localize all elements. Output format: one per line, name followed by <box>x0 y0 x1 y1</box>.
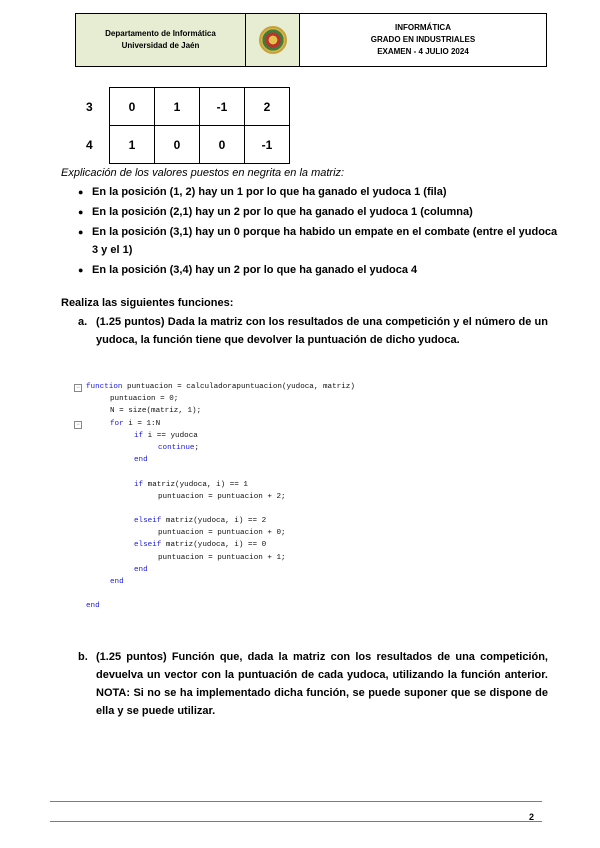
code-text: matriz(yudoca, i) == 0 <box>161 541 267 550</box>
code-text: ; <box>194 443 200 452</box>
page-header <box>75 13 547 67</box>
footer-divider <box>50 821 542 822</box>
code-text: puntuacion = 0; <box>110 395 179 404</box>
code-keyword: end <box>134 456 148 465</box>
code-keyword: if <box>134 431 144 440</box>
code-keyword: continue <box>158 443 195 452</box>
code-text: puntuacion = puntuacion + 0; <box>158 529 286 538</box>
subject-name: INFORMÁTICA <box>394 23 451 32</box>
question-text: (1.25 puntos) Dada la matriz con los resultados de una competición y el número de un yudoca, la función tiene que devolver la puntuación de dicho yudoca. <box>96 316 548 346</box>
code-text: puntuacion = calculadorapuntuacion(yudoca, matriz) <box>122 383 355 391</box>
matrix-cell: 1 <box>155 88 200 126</box>
matrix-cell: -1 <box>200 88 245 126</box>
question-text: (1.25 puntos) Función que, dada la matriz con los resultados de una competición, devuelva un vector con la puntuación de cada yudoca, utilizando la función anterior. NOTA: Si no se ha implementado dicha función, se puede suponer que se dispone de ella y se puede utilizar. <box>96 651 548 717</box>
department-box <box>76 14 246 66</box>
matrix-explanation-caption: Explicación de los valores puestos en negrita en la matriz: <box>61 167 345 179</box>
code-keyword: end <box>86 602 100 611</box>
list-item: ● En la posición (1, 2) hay un 1 por lo que ha ganado el yudoca 1 (fila) <box>78 183 558 201</box>
question-a <box>78 313 548 349</box>
matrix-cell: 0 <box>155 126 200 164</box>
fold-toggle-icon[interactable]: − <box>74 421 82 429</box>
code-text: N = size(matriz, 1); <box>110 407 202 416</box>
code-keyword: elseif <box>134 541 162 550</box>
results-matrix <box>80 87 290 164</box>
code-text: i = 1:N <box>123 419 161 428</box>
matrix-cell: 0 <box>110 88 155 126</box>
section-title: Realiza las siguientes funciones: <box>61 297 234 309</box>
department-name: Departamento de Informática <box>105 29 216 38</box>
row-label: 3 <box>86 99 93 114</box>
explanation-list <box>78 183 558 281</box>
matrix-row <box>80 88 290 126</box>
logo-box <box>246 14 300 66</box>
row-label: 4 <box>86 137 93 152</box>
list-item: ● En la posición (2,1) hay un 2 por lo que ha ganado el yudoca 1 (columna) <box>78 203 558 221</box>
matrix-row <box>80 126 290 164</box>
university-name: Universidad de Jaén <box>121 41 200 50</box>
code-text: puntuacion = puntuacion + 2; <box>158 492 286 501</box>
code-keyword: end <box>110 578 124 586</box>
code-keyword: elseif <box>134 517 162 526</box>
exam-date: EXAMEN - 4 JULIO 2024 <box>377 47 469 56</box>
code-text: puntuacion = puntuacion + 1; <box>158 553 286 562</box>
exam-info-box <box>300 14 546 66</box>
footer-divider <box>50 801 542 802</box>
matrix-cell: 2 <box>245 88 290 126</box>
matrix-cell: -1 <box>245 126 290 164</box>
code-text: matriz(yudoca, i) == 2 <box>161 517 267 526</box>
code-text: i == yudoca <box>143 431 198 440</box>
university-seal-icon <box>259 26 287 54</box>
degree-name: GRADO EN INDUSTRIALES <box>370 35 476 44</box>
code-keyword: function <box>86 383 123 391</box>
fold-toggle-icon[interactable]: − <box>74 384 82 392</box>
question-b <box>78 648 548 720</box>
list-item: ● En la posición (3,4) hay un 2 por lo que ha ganado el yudoca 4 <box>78 261 558 279</box>
matrix-cell: 1 <box>110 126 155 164</box>
code-keyword: for <box>110 419 124 428</box>
question-label: a. <box>78 316 88 328</box>
matrix-cell: 0 <box>200 126 245 164</box>
code-keyword: end <box>134 565 148 574</box>
code-text: matriz(yudoca, i) == 1 <box>143 480 248 489</box>
page-number: 2 <box>529 812 535 822</box>
code-keyword: if <box>134 480 144 489</box>
list-item: ● En la posición (3,1) hay un 0 porque ha habido un empate en el combate (entre el yudoca 3 y el 1) <box>78 223 558 259</box>
question-label: b. <box>78 651 88 663</box>
